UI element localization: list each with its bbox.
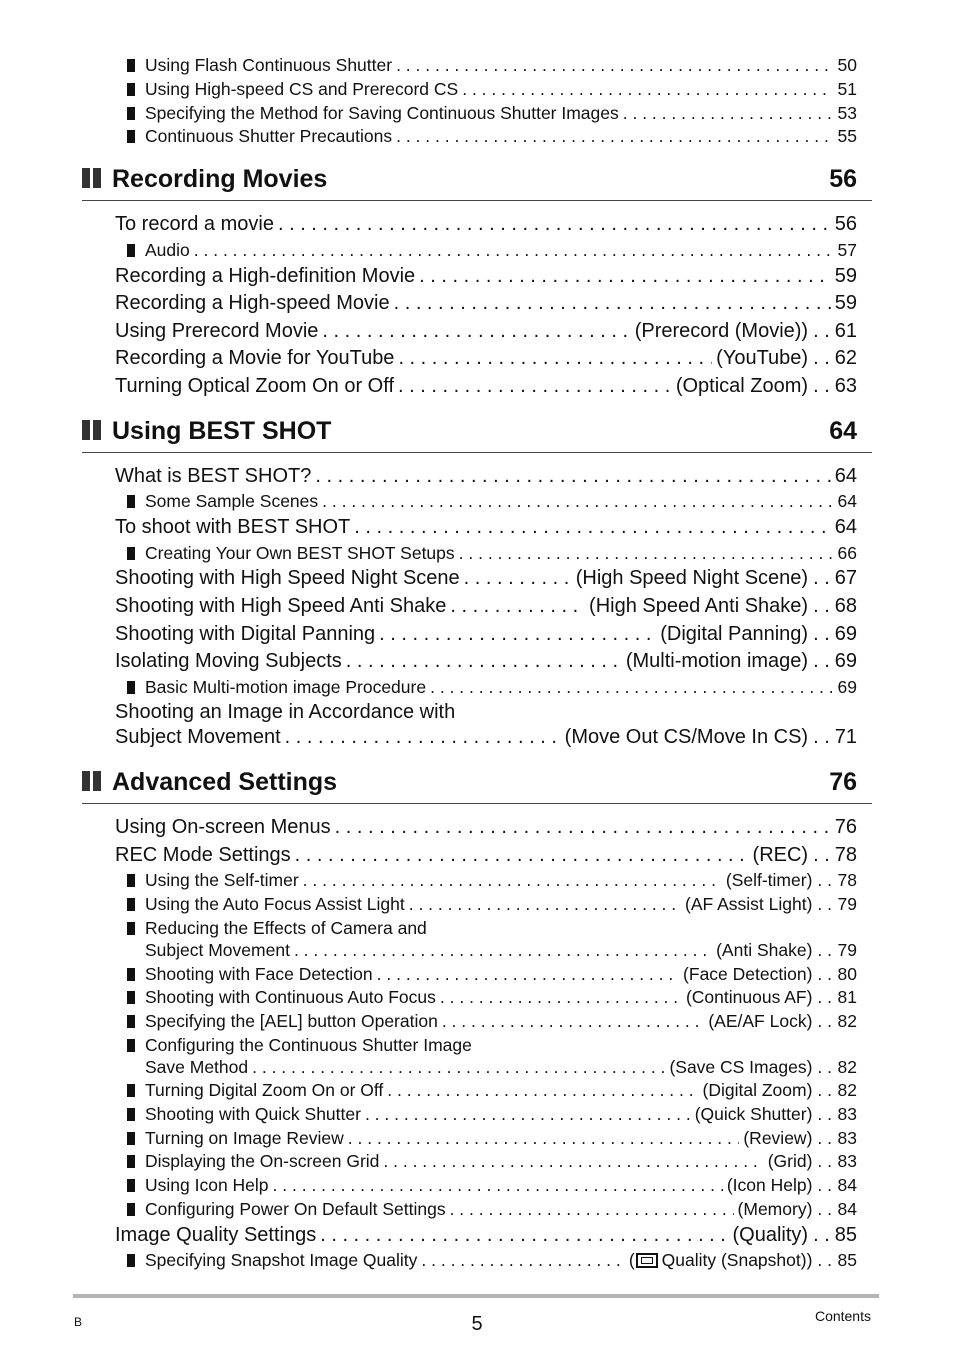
section-bars-icon [82, 771, 102, 791]
snapshot-icon [636, 1253, 658, 1268]
toc-entry[interactable]: Creating Your Own BEST SHOT Setups . . . 66 [127, 545, 857, 563]
toc-entry[interactable]: Continuous Shutter Precautions . . . 55 [127, 128, 857, 146]
page-number: 5 [471, 1313, 483, 1335]
toc-entry[interactable]: Shooting with Quick Shutter . . . (Quick Shutter) . . 83 [127, 1106, 857, 1124]
toc-entry[interactable]: Specifying the [AEL] button Operation . . . (AE/AF Lock) . . 82 [127, 1013, 857, 1031]
square-bullet-icon [127, 681, 135, 694]
toc-entry-line: Shooting an Image in Accordance with [115, 701, 456, 723]
toc-entry[interactable]: To record a movie . . . 56 [115, 214, 857, 234]
toc-entry[interactable]: Save Method . . . (Save CS Images) . . 82 [145, 1059, 857, 1077]
section-heading[interactable]: Recording Movies 56 [82, 164, 872, 201]
square-bullet-icon [127, 898, 135, 911]
square-bullet-icon [127, 991, 135, 1004]
toc-entry[interactable]: Recording a Movie for YouTube . . . (YouTube) . . 62 [115, 348, 857, 368]
toc-entry[interactable]: Using High-speed CS and Prerecord CS . . . 51 [127, 81, 857, 99]
toc-entry[interactable]: Turning Digital Zoom On or Off . . . (Digital Zoom) . . 82 [127, 1082, 857, 1100]
square-bullet-icon [127, 1108, 135, 1121]
toc-entry[interactable]: Specifying the Method for Saving Continuous Shutter Images . . . 53 [127, 105, 857, 123]
square-bullet-icon [127, 1179, 135, 1192]
section-heading[interactable]: Advanced Settings 76 [82, 767, 872, 804]
toc-entry[interactable]: Using Prerecord Movie . . . (Prerecord (Movie)) . . 61 [115, 321, 857, 341]
toc-entry[interactable]: Recording a High-definition Movie . . . 59 [115, 266, 857, 286]
square-bullet-icon [127, 1015, 135, 1028]
toc-entry[interactable]: Displaying the On-screen Grid . . . (Grid) . . 83 [127, 1153, 857, 1171]
toc-entry[interactable]: What is BEST SHOT? . . . 64 [115, 466, 857, 486]
square-bullet-icon [127, 874, 135, 887]
toc-entry[interactable]: Shooting with Digital Panning . . . (Digital Panning) . . 69 [115, 624, 857, 644]
toc-entry[interactable]: Recording a High-speed Movie . . . 59 [115, 293, 857, 313]
toc-entry[interactable]: Using Flash Continuous Shutter . . . 50 [127, 57, 857, 75]
toc-entry-line: Configuring the Continuous Shutter Image [127, 1037, 857, 1055]
toc-entry[interactable]: Turning on Image Review . . . (Review) . . 83 [127, 1130, 857, 1148]
footer-left-mark: B [74, 1315, 83, 1329]
square-bullet-icon [127, 495, 135, 508]
toc-entry[interactable]: Basic Multi-motion image Procedure . . . 69 [127, 679, 857, 697]
toc-entry[interactable]: Turning Optical Zoom On or Off . . . (Optical Zoom) . . 63 [115, 376, 857, 396]
toc-entry[interactable]: Configuring Power On Default Settings . . . (Memory) . . 84 [127, 1201, 857, 1219]
toc-entry[interactable]: Audio . . . 57 [127, 242, 857, 260]
toc-entry[interactable]: Using Icon Help . . . (Icon Help) . . 84 [127, 1177, 857, 1195]
square-bullet-icon [127, 968, 135, 981]
square-bullet-icon [127, 107, 135, 120]
section-heading[interactable]: Using BEST SHOT 64 [82, 416, 872, 453]
toc-entry[interactable]: Subject Movement . . . (Move Out CS/Move In CS) . . 71 [115, 727, 857, 747]
toc-entry[interactable]: Shooting with High Speed Night Scene . . . (High Speed Night Scene) . . 67 [115, 568, 857, 588]
square-bullet-icon [127, 922, 135, 935]
square-bullet-icon [127, 1132, 135, 1145]
toc-entry[interactable]: Using the Self-timer . . . (Self-timer) . . 78 [127, 872, 857, 890]
square-bullet-icon [127, 59, 135, 72]
square-bullet-icon [127, 1155, 135, 1168]
footer-rule [73, 1294, 879, 1298]
square-bullet-icon [127, 130, 135, 143]
toc-entry[interactable]: Using the Auto Focus Assist Light . . . (AF Assist Light) . . 79 [127, 896, 857, 914]
toc-entry[interactable]: Isolating Moving Subjects . . . (Multi-motion image) . . 69 [115, 651, 857, 671]
toc-entry[interactable]: REC Mode Settings . . . (REC) . . 78 [115, 845, 857, 865]
section-bars-icon [82, 420, 102, 440]
square-bullet-icon [127, 83, 135, 96]
section-bars-icon [82, 168, 102, 188]
toc-entry[interactable]: Shooting with Face Detection . . . (Face Detection) . . 80 [127, 966, 857, 984]
square-bullet-icon [127, 1203, 135, 1216]
toc-entry-line: Reducing the Effects of Camera and [127, 920, 857, 938]
square-bullet-icon [127, 244, 135, 257]
square-bullet-icon [127, 1254, 135, 1267]
square-bullet-icon [127, 547, 135, 560]
footer-section-label[interactable]: Contents [814, 1308, 871, 1324]
toc-entry[interactable]: Subject Movement . . . (Anti Shake) . . 79 [145, 942, 857, 960]
toc-entry[interactable]: To shoot with BEST SHOT . . . 64 [115, 517, 857, 537]
toc-entry[interactable]: Shooting with Continuous Auto Focus . . . (Continuous AF) . . 81 [127, 989, 857, 1007]
toc-entry[interactable]: Image Quality Settings . . . (Quality) . . 85 [115, 1225, 857, 1245]
toc-entry[interactable]: Using On-screen Menus . . . 76 [115, 817, 857, 837]
toc-entry[interactable]: Shooting with High Speed Anti Shake . . . (High Speed Anti Shake) . . 68 [115, 596, 857, 616]
square-bullet-icon [127, 1084, 135, 1097]
toc-entry[interactable]: Specifying Snapshot Image Quality . . . ( Quality (Snapshot)) . . 85 [127, 1252, 857, 1270]
toc-entry[interactable]: Some Sample Scenes . . . 64 [127, 493, 857, 511]
square-bullet-icon [127, 1039, 135, 1052]
